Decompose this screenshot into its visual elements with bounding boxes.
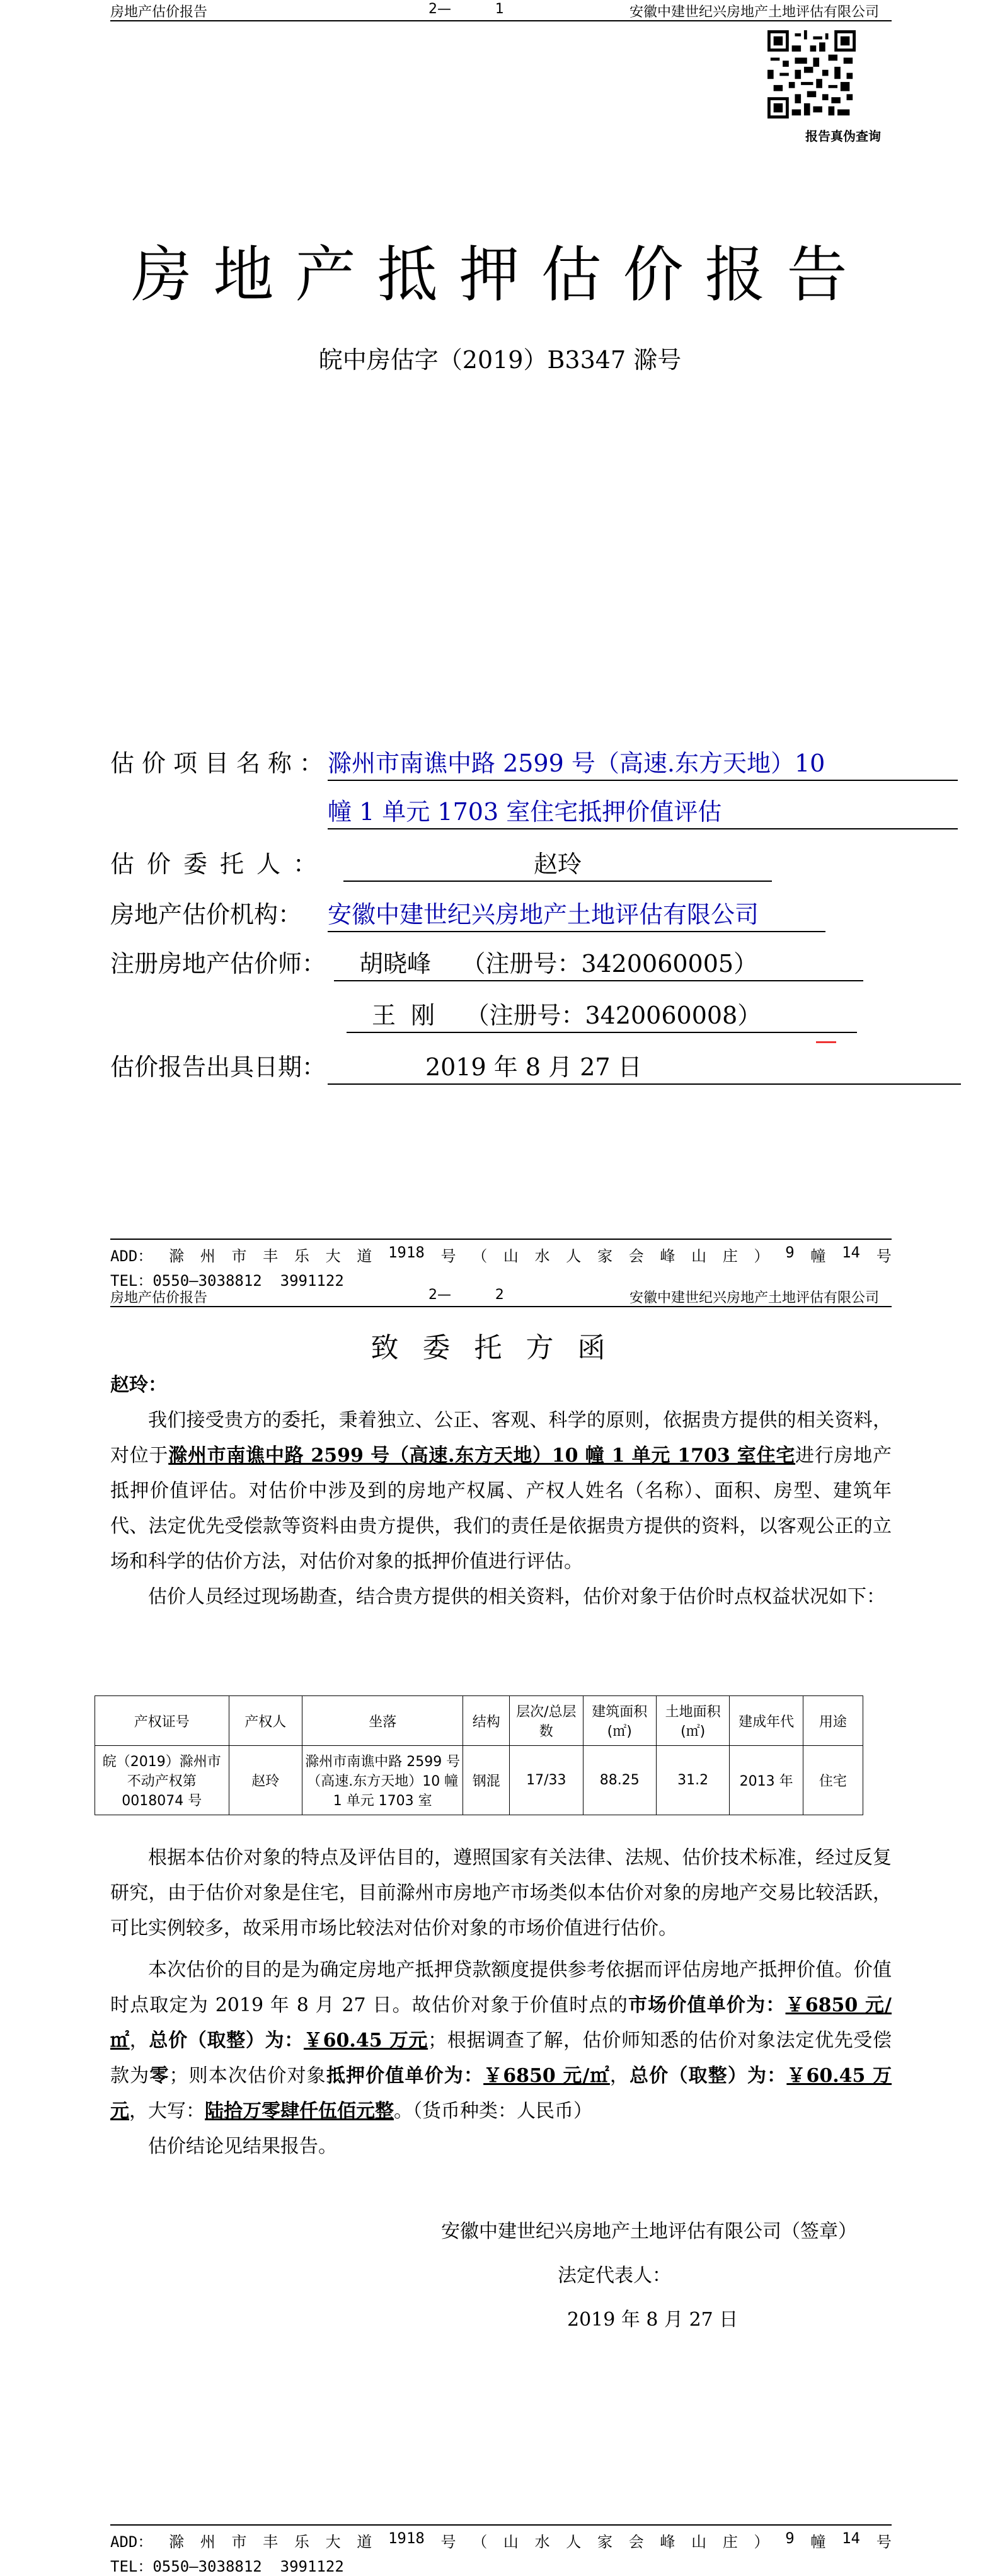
table-header-cell: 建成年代 — [730, 1696, 803, 1746]
entrustment-letter-page — [0, 1286, 1000, 2574]
header-left: 房地产估价报告 — [110, 1290, 208, 1306]
footer-address-char: 庄 — [722, 2533, 738, 2551]
footer-address-char: 庄 — [722, 1247, 738, 1265]
footer-address-char: 幢 — [810, 1247, 826, 1265]
property-address: 滁州市南谯中路 2599 号（高速.东方天地）10 幢 1 单元 1703 室住宅 — [168, 1445, 796, 1467]
footer-address-char: 乐 — [294, 1247, 309, 1265]
footer-address-char: 市 — [231, 1247, 247, 1265]
footer-address-char: 滁 — [169, 1247, 185, 1265]
table-cell: 17/33 — [510, 1746, 583, 1815]
paragraph-1: 我们接受贵方的委托，秉着独立、公正、客观、科学的原则，依据贵方提供的相关资料，对位于滁州市南谯中路 2599 号（高速.东方天地）10 幢 1 单元 1703 室住宅进行房地产抵押价值评估。对估价中涉及到的房地产权属、产权人姓名（名称）、面积、房型、建筑年代、法定优先受偿款等资料由贵方提供，我们的责任是依据贵方提供的资料，以客观公正的立场和科学的估价方法，对估价对象的抵押价值进行评估。 — [110, 1409, 892, 1573]
footer-address-char: 州 — [200, 1247, 216, 1265]
table-cell: 赵玲 — [229, 1746, 302, 1815]
footer-address — [110, 2529, 892, 2551]
qr-caption: 报告真伪查询 — [805, 129, 881, 144]
footer-address-char: 峰 — [660, 2533, 675, 2551]
paragraph-4: 本次估价的目的是为确定房地产抵押贷款额度提供参考依据而评估房地产抵押价值。价值时点取定为 2019 年 8 月 27 日。故估价对象于价值时点的市场价值单价为：￥6850 元/㎡，总价（取整）为：￥60.45 万元；根据调查了解，估价师知悉的估价对象法定优先受偿款为零；则本次估价对象抵押价值单价为：￥6850 元/㎡，总价（取整）为：￥60.45 万元，大写：陆拾万零肆仟伍佰元整。（货币种类：人民币） — [110, 1959, 892, 2122]
signature-representative: 法定代表人： — [558, 2265, 671, 2287]
field-client-label: 估价委托人： — [110, 850, 330, 878]
header-company: 安徽中建世纪兴房地产土地评估有限公司 — [629, 1290, 879, 1306]
footer-address-char: 1918 — [388, 2529, 425, 2547]
header-company: 安徽中建世纪兴房地产土地评估有限公司 — [629, 4, 879, 20]
footer-address-char: 山 — [691, 1247, 707, 1265]
footer-address-char: 号 — [440, 1247, 456, 1265]
table-row — [95, 1746, 863, 1815]
table-header-cell: 坐落 — [302, 1696, 463, 1746]
footer-address-char: 幢 — [810, 2533, 826, 2551]
footer-address-char: 号 — [440, 2533, 456, 2551]
amount-in-words: 陆拾万零肆仟伍佰元整 — [205, 2100, 394, 2122]
footer-address-char: 峰 — [660, 1247, 675, 1265]
footer-address-char: 9 — [785, 1244, 795, 1261]
footer-address-char: 道 — [357, 2533, 372, 2551]
signature-date: 2019 年 8 月 27 日 — [567, 2309, 739, 2331]
footer-address-char: 大 — [325, 2533, 341, 2551]
qr-code-icon[interactable] — [767, 30, 856, 118]
signature-org: 安徽中建世纪兴房地产土地评估有限公司（签章） — [441, 2221, 857, 2243]
table-cell: 滁州市南谯中路 2599 号（高速.东方天地）10 幢 1 单元 1703 室 — [302, 1746, 463, 1815]
footer-address-char: 丰 — [263, 1247, 279, 1265]
footer-address-char: 山 — [503, 2533, 519, 2551]
footer-address-label: ADD： — [110, 1247, 153, 1265]
footer-address-char: 会 — [628, 1247, 644, 1265]
table-header-cell: 层次/总层数 — [510, 1696, 583, 1746]
footer-tel: TEL：0550—3038812 3991122 — [110, 1272, 344, 1290]
page-header — [110, 1286, 892, 1307]
footer-address-char: 1918 — [388, 1244, 425, 1261]
footer-address-char: 市 — [231, 2533, 247, 2551]
footer-address-char: （ — [472, 1247, 488, 1265]
paragraph-3: 根据本估价对象的特点及评估目的，遵照国家有关法律、法规、估价技术标准，经过反复研究，由于估价对象是住宅，目前滁州市房地产市场类似本估价对象的房地产交易比较活跃，可比实例较多，故采用市场比较法对估价对象的市场价值进行估价。 — [110, 1847, 892, 1939]
field-appraiser-1: 胡晓峰 （注册号：3420060005） — [334, 947, 863, 981]
footer-address-char: 山 — [503, 1247, 519, 1265]
footer-address-char: 乐 — [294, 2533, 309, 2551]
page-footer — [110, 1239, 892, 1290]
footer-address-char: 大 — [325, 1247, 341, 1265]
footer-address-char: 道 — [357, 1247, 372, 1265]
field-org-value: 安徽中建世纪兴房地产土地评估有限公司 — [328, 898, 825, 932]
footer-address-char: 号 — [876, 1247, 892, 1265]
footer-address-label: ADD： — [110, 2533, 153, 2551]
footer-address-char: ） — [754, 2533, 769, 2551]
footer-address-char: （ — [472, 2533, 488, 2551]
footer-address-char: 号 — [876, 2533, 892, 2551]
letter-body-bottom — [110, 1840, 892, 2164]
table-header-cell: 产权人 — [229, 1696, 302, 1746]
table-header-cell: 土地面积(㎡) — [656, 1696, 729, 1746]
page-footer — [110, 2524, 892, 2576]
table-cell: 88.25 — [583, 1746, 656, 1815]
mortgage-unit-price: ￥6850 元/㎡ — [483, 2065, 610, 2087]
page-header — [110, 0, 892, 21]
salutation: 赵玲： — [110, 1374, 167, 1396]
footer-address-char: 9 — [785, 2529, 795, 2547]
footer-address-char: 州 — [200, 2533, 216, 2551]
footer-address-char: 水 — [534, 1247, 550, 1265]
field-appraiser-label: 注册房地产估价师： — [110, 950, 326, 978]
table-header-cell: 产权证号 — [95, 1696, 229, 1746]
paragraph-5: 估价结论见结果报告。 — [148, 2135, 337, 2157]
field-org-label: 房地产估价机构： — [110, 901, 302, 928]
header-page-number: 2— 1 — [428, 1, 504, 17]
footer-address-char: 家 — [597, 1247, 612, 1265]
field-project-label: 估价项目名称： — [110, 749, 331, 777]
market-unit-price: ￥6850 元/㎡ — [110, 1994, 892, 2052]
market-total-price: ￥60.45 万元 — [303, 2030, 428, 2052]
letter-body-top — [110, 1368, 892, 1615]
property-rights-table — [95, 1695, 863, 1815]
table-header-row — [95, 1696, 863, 1746]
table-cell: 皖（2019）滁州市不动产权第0018074 号 — [95, 1746, 229, 1815]
field-date-label: 估价报告出具日期： — [110, 1053, 326, 1081]
footer-address-char: 14 — [842, 1244, 860, 1261]
footer-address-char: 水 — [534, 2533, 550, 2551]
table-header-cell: 结构 — [463, 1696, 510, 1746]
header-left: 房地产估价报告 — [110, 4, 208, 20]
field-client-value: 赵玲 — [343, 848, 772, 882]
footer-address-char: 滁 — [169, 2533, 185, 2551]
table-header-cell: 用途 — [803, 1696, 863, 1746]
red-ink-mark — [816, 1041, 836, 1043]
header-page-number: 2— 2 — [428, 1287, 504, 1303]
footer-address-char: 人 — [566, 2533, 582, 2551]
footer-address-char: 家 — [597, 2533, 612, 2551]
footer-address-char: 14 — [842, 2529, 860, 2547]
table-cell: 31.2 — [656, 1746, 729, 1815]
table-cell: 住宅 — [803, 1746, 863, 1815]
footer-address-char: 丰 — [263, 2533, 279, 2551]
footer-address — [110, 1244, 892, 1266]
mortgage-total-price: ￥60.45 万元 — [110, 2065, 892, 2122]
footer-address-char: 山 — [691, 2533, 707, 2551]
table-cell: 2013 年 — [730, 1746, 803, 1815]
footer-address-char: ） — [754, 1247, 769, 1265]
document-number: 皖中房估字（2019）B3347 滁号 — [318, 346, 682, 374]
field-appraiser-2: 王 刚 （注册号：3420060008） — [347, 999, 857, 1033]
footer-address-char: 会 — [628, 2533, 644, 2551]
paragraph-2: 估价人员经过现场勘查，结合贵方提供的相关资料，估价对象于估价时点权益状况如下： — [148, 1586, 885, 1608]
footer-address-char: 人 — [566, 1247, 582, 1265]
field-project-value-line1: 滁州市南谯中路 2599 号（高速.东方天地）10 — [328, 747, 958, 781]
footer-tel: TEL：0550—3038812 3991122 — [110, 2558, 344, 2575]
report-title: 房地产抵押估价报告 — [131, 240, 869, 310]
field-date-value: 2019 年 8 月 27 日 — [328, 1051, 961, 1085]
table-header-cell: 建筑面积(㎡) — [583, 1696, 656, 1746]
field-project-value-line2: 幢 1 单元 1703 室住宅抵押价值评估 — [328, 795, 958, 829]
table-cell: 钢混 — [463, 1746, 510, 1815]
letter-title: 致委托方函 — [371, 1332, 629, 1364]
